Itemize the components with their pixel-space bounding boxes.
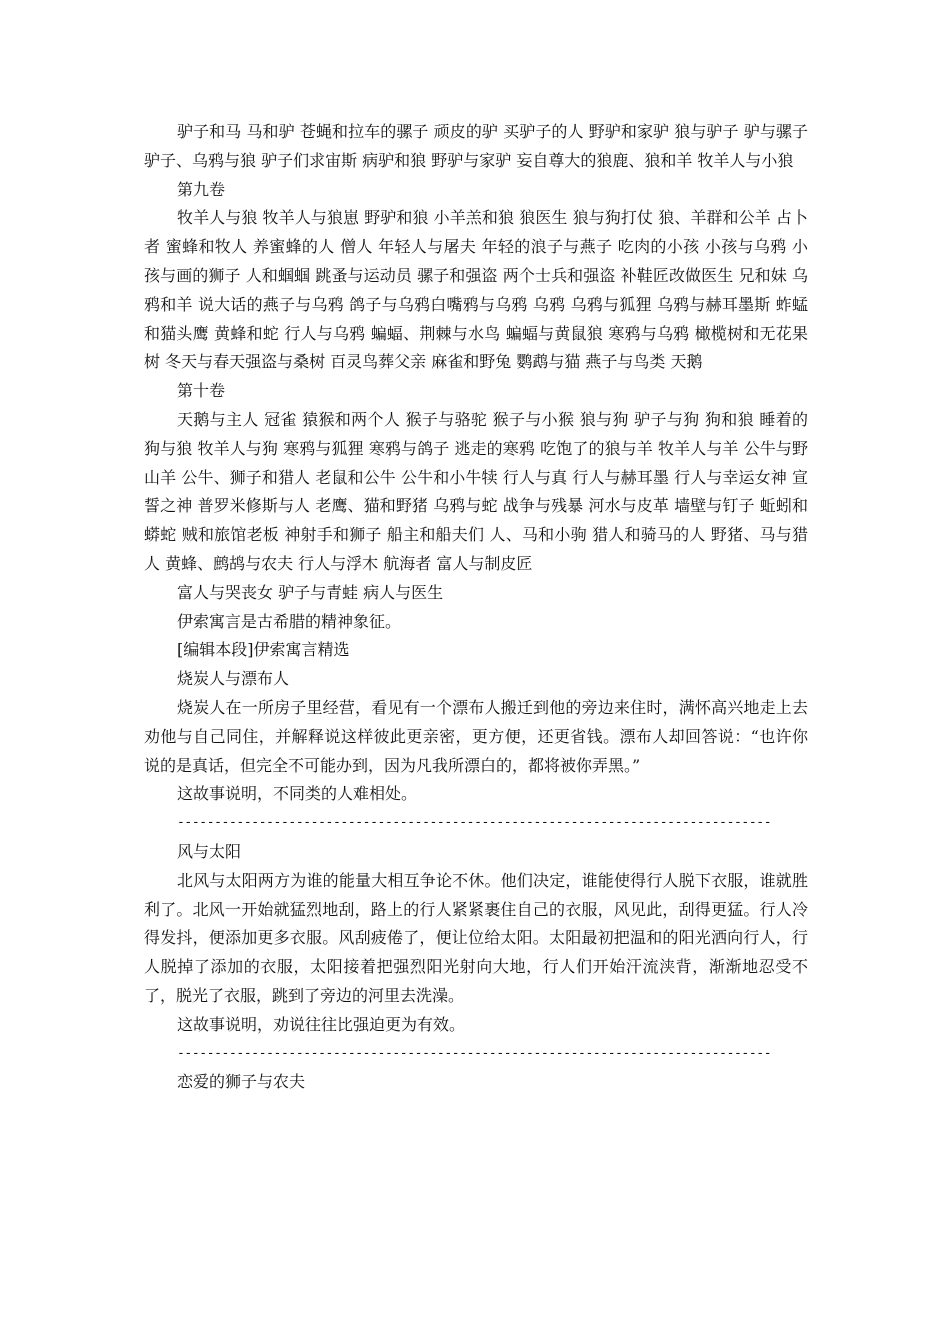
fable-title: 恋爱的狮子与农夫: [177, 1072, 306, 1092]
fable-body: 北风与太阳两方为谁的能量大相互争论不休。他们决定，谁能使得行人脱下衣服，谁就胜利了。北风一开始就猛烈地刮，路上的行人紧紧裹住自己的衣服，风见此，刮得更猛。行人冷得发抖，便添加更多衣服。风刮疲倦了，便让位给太阳。太阳最初把温和的阳光洒向行人，行人脱掉了添加的衣服，太阳接着把强烈阳光射向大地，行人们开始汗流浃背，渐渐地忍受不了，脱光了衣服，跳到了旁边的河里去洗澡。: [144, 870, 808, 1005]
divider-line: --------------------------------------------------------------------------------: [177, 815, 772, 831]
fable-list-paragraph: 驴子和马 马和驴 苍蝇和拉车的骡子 顽皮的驴 买驴子的人 野驴和家驴 狼与驴子 驴与骡子 驴子、乌鸦与狼 驴子们求宙斯 病驴和狼 野驴与家驴 妄自尊大的狼鹿、狼和羊 牧羊人与小狼: [144, 122, 808, 170]
fable-list-paragraph: 牧羊人与狼 牧羊人与狼崽 野驴和狼 小羊羔和狼 狼医生 狼与狗打仗 狼、羊群和公羊 占卜者 蜜蜂和牧人 养蜜蜂的人 僧人 年轻人与屠夫 年轻的浪子与燕子 吃肉的小孩 小孩与乌鸦 小孩与画的狮子 人和蝈蝈 跳蚤与运动员 骡子和强盗 两个士兵和强盗 补鞋匠改做医生 兄和妹 乌鸦和羊 说大话的燕子与乌鸦 鸽子与乌鸦白嘴鸦与乌鸦 乌鸦 乌鸦与狐狸 乌鸦与赫耳墨斯 蚱蜢和猫头鹰 黄蜂和蛇 行人与乌鸦 蝙蝠、荆棘与水鸟 蝙蝠与黄鼠狼 寒鸦与乌鸦 橄榄树和无花果树 冬天与春天强盗与桑树 百灵鸟葬父亲 麻雀和野兔 鹦鹉与猫 燕子与鸟类 天鹅: [144, 208, 808, 372]
volume-heading-10: 第十卷: [177, 381, 226, 401]
fable-body: 烧炭人在一所房子里经营，看见有一个漂布人搬迁到他的旁边来住时，满怀高兴地走上去劝他与自己同住，并解释说这样彼此更亲密，更方便，还更省钱。漂布人却回答说：“也许你说的是真话，但完全不可能办到，因为凡我所漂白的，都将被你弄黑。”: [144, 697, 808, 775]
document-page: [144, 118, 808, 1097]
fable-list-paragraph: 天鹅与主人 冠雀 猿猴和两个人 猴子与骆驼 猴子与小猴 狼与狗 驴子与狗 狗和狼 睡着的狗与狼 牧羊人与狗 寒鸦与狐狸 寒鸦与鸽子 逃走的寒鸦 吃饱了的狼与羊 牧羊人与羊 公牛与野山羊 公牛、狮子和猎人 老鼠和公牛 公牛和小牛犊 行人与真 行人与赫耳墨 行人与幸运女神 宣誓之神 普罗米修斯与人 老鹰、猫和野猪 乌鸦与蛇 战争与残暴 河水与皮革 墙壁与钉子 蚯蚓和蟒蛇 贼和旅馆老板 神射手和狮子 船主和船夫们 人、马和小驹 猎人和骑马的人 野猪、马与猎人 黄蜂、鹧鸪与农夫 行人与浮木 航海者 富人与制皮匠: [144, 409, 808, 573]
section-edit-heading: [编辑本段]伊索寓言精选: [177, 640, 350, 660]
volume-heading-9: 第九卷: [177, 179, 226, 199]
fable-list-paragraph: 富人与哭丧女 驴子与青蛙 病人与医生: [177, 582, 444, 602]
fable-moral: 这故事说明，劝说往往比强迫更为有效。: [177, 1014, 466, 1034]
divider-line: --------------------------------------------------------------------------------: [177, 1045, 772, 1061]
summary-paragraph: 伊索寓言是古希腊的精神象征。: [177, 611, 402, 631]
fable-title: 风与太阳: [177, 841, 242, 861]
fable-title: 烧炭人与漂布人: [177, 669, 290, 689]
fable-moral: 这故事说明，不同类的人难相处。: [177, 784, 418, 804]
